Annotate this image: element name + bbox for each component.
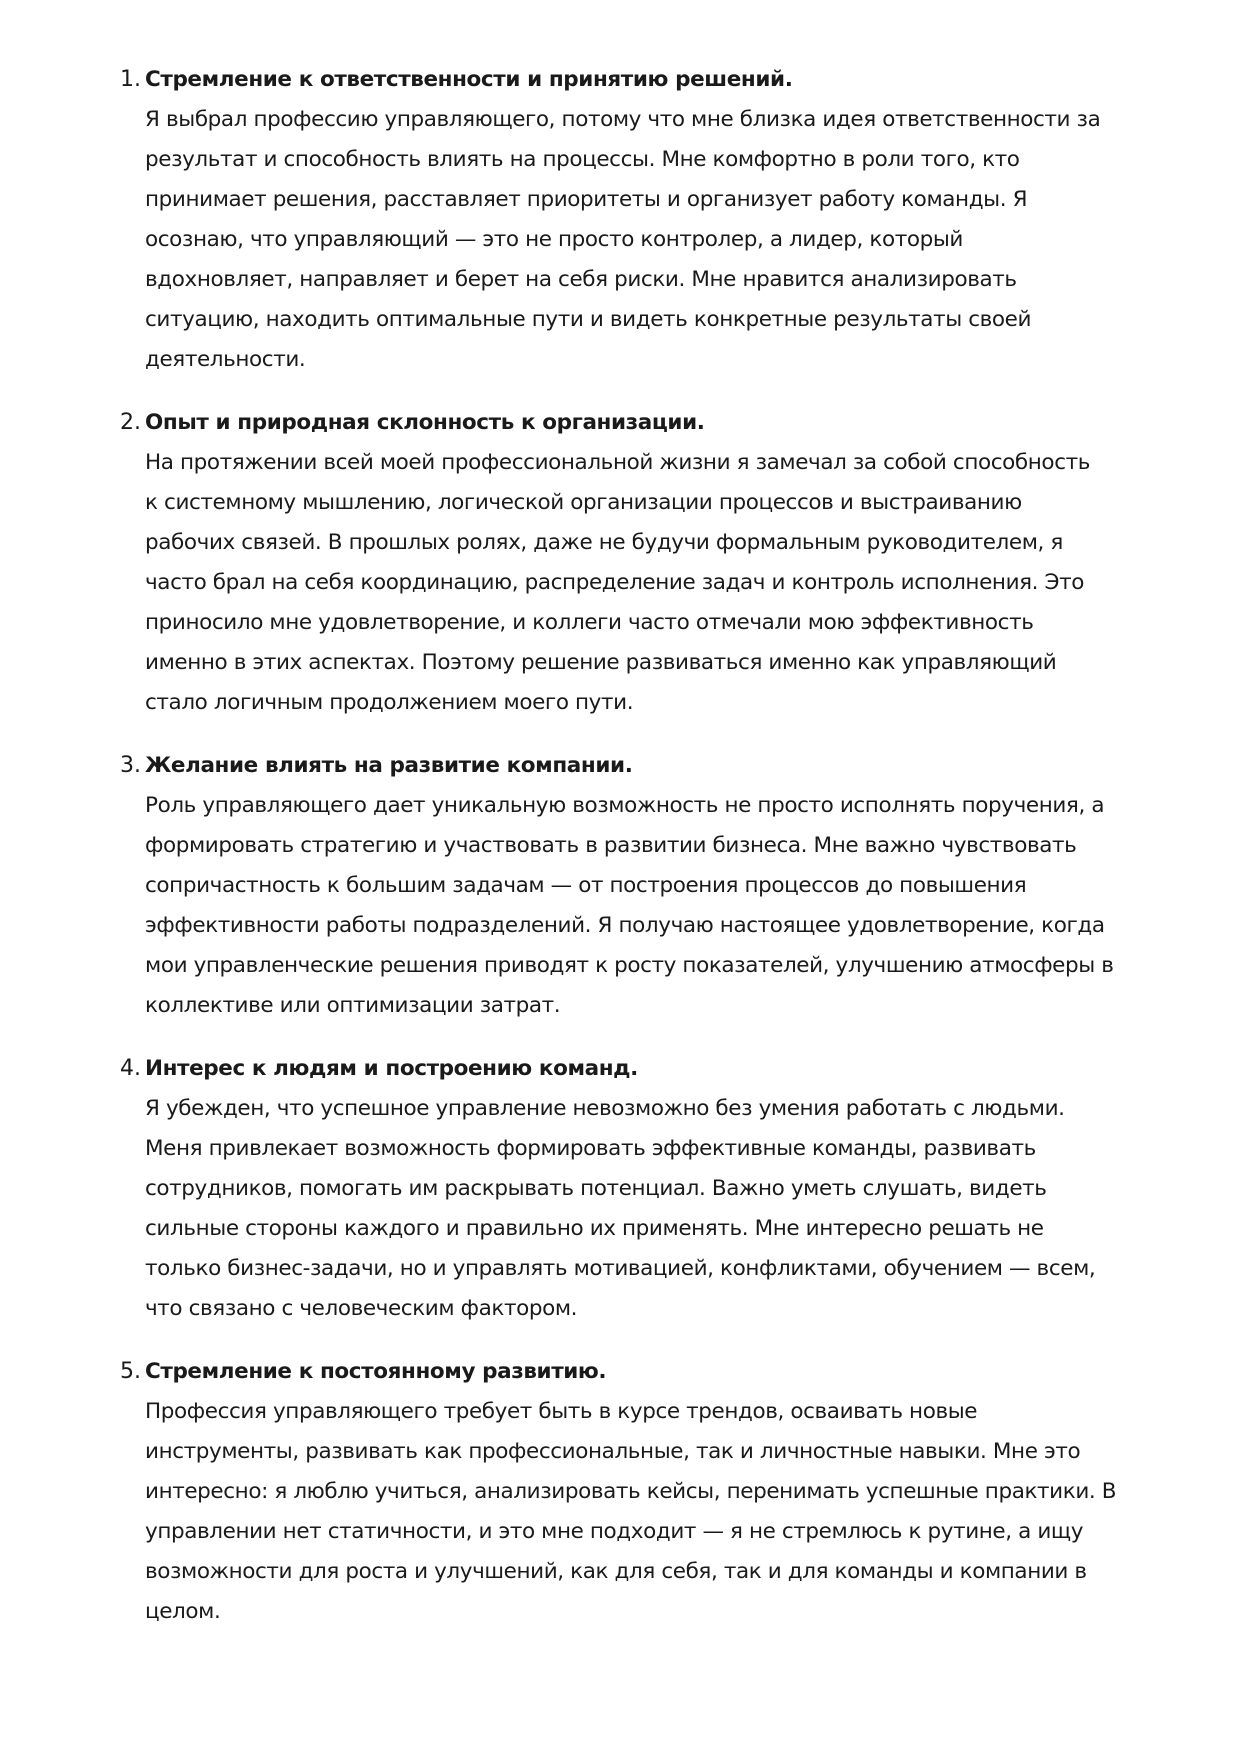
body-line: сильные стороны каждого и правильно их применять. Мне интересно решать не (145, 1216, 1044, 1241)
item-title: Стремление к ответственности и принятию решений. (145, 67, 793, 92)
list-number: 3. (120, 753, 141, 778)
body-line: коллективе или оптимизации затрат. (145, 993, 561, 1018)
body-line: деятельности. (145, 347, 306, 372)
body-line: мои управленческие решения приводят к росту показателей, улучшению атмосферы в (145, 953, 1114, 978)
body-line: Я убежден, что успешное управление невозможно без умения работать с людьми. (145, 1096, 1065, 1121)
body-line: инструменты, развивать как профессиональные, так и личностные навыки. Мне это (145, 1439, 1081, 1464)
body-line: рабочих связей. В прошлых ролях, даже не будучи формальным руководителем, я (145, 530, 1063, 555)
document-body (120, 60, 1160, 1655)
body-line: результат и способность влиять на процессы. Мне комфортно в роли того, кто (145, 147, 1020, 172)
list-item (120, 1049, 1160, 1329)
item-body (145, 100, 1160, 380)
body-line: принимает решения, расставляет приоритеты и организует работу команды. Я (145, 187, 1028, 212)
body-line: сопричастность к большим задачам — от построения процессов до повышения (145, 873, 1027, 898)
list-item (120, 403, 1160, 723)
body-line: именно в этих аспектах. Поэтому решение развиваться именно как управляющий (145, 650, 1057, 675)
body-line: Меня привлекает возможность формировать эффективные команды, развивать (145, 1136, 1036, 1161)
body-line: интересно: я люблю учиться, анализировать кейсы, перенимать успешные практики. В (145, 1479, 1117, 1504)
list-number: 5. (120, 1359, 141, 1384)
body-line: сотрудников, помогать им раскрывать потенциал. Важно уметь слушать, видеть (145, 1176, 1047, 1201)
item-body (145, 443, 1160, 723)
item-title: Опыт и природная склонность к организации. (145, 410, 705, 435)
list-number: 2. (120, 410, 141, 435)
item-body (145, 786, 1160, 1026)
body-line: к системному мышлению, логической организации процессов и выстраиванию (145, 490, 1022, 515)
body-line: только бизнес-задачи, но и управлять мотивацией, конфликтами, обучением — всем, (145, 1256, 1096, 1281)
body-line: На протяжении всей моей профессиональной жизни я замечал за собой способность (145, 450, 1091, 475)
item-body (145, 1392, 1160, 1632)
body-line: Я выбрал профессию управляющего, потому что мне близка идея ответственности за (145, 107, 1101, 132)
item-title: Интерес к людям и построению команд. (145, 1056, 638, 1081)
list-number: 1. (120, 67, 141, 92)
body-line: эффективности работы подразделений. Я получаю настоящее удовлетворение, когда (145, 913, 1105, 938)
item-title: Стремление к постоянному развитию. (145, 1359, 607, 1384)
item-title: Желание влиять на развитие компании. (145, 753, 633, 778)
body-line: вдохновляет, направляет и берет на себя риски. Мне нравится анализировать (145, 267, 1017, 292)
body-line: управлении нет статичности, и это мне подходит — я не стремлюсь к рутине, а ищу (145, 1519, 1084, 1544)
body-line: осознаю, что управляющий — это не просто контролер, а лидер, который (145, 227, 963, 252)
item-body (145, 1089, 1160, 1329)
body-line: Роль управляющего дает уникальную возможность не просто исполнять поручения, а (145, 793, 1105, 818)
body-line: что связано с человеческим фактором. (145, 1296, 578, 1321)
list-number: 4. (120, 1056, 141, 1081)
list-item (120, 746, 1160, 1026)
body-line: стало логичным продолжением моего пути. (145, 690, 634, 715)
body-line: возможности для роста и улучшений, как для себя, так и для команды и компании в (145, 1559, 1087, 1584)
body-line: приносило мне удовлетворение, и коллеги часто отмечали мою эффективность (145, 610, 1034, 635)
body-line: формировать стратегию и участвовать в развитии бизнеса. Мне важно чувствовать (145, 833, 1077, 858)
body-line: часто брал на себя координацию, распределение задач и контроль исполнения. Это (145, 570, 1085, 595)
body-line: Профессия управляющего требует быть в курсе трендов, осваивать новые (145, 1399, 978, 1424)
list-item (120, 60, 1160, 380)
list-item (120, 1352, 1160, 1632)
body-line: целом. (145, 1599, 221, 1624)
body-line: ситуацию, находить оптимальные пути и видеть конкретные результаты своей (145, 307, 1032, 332)
